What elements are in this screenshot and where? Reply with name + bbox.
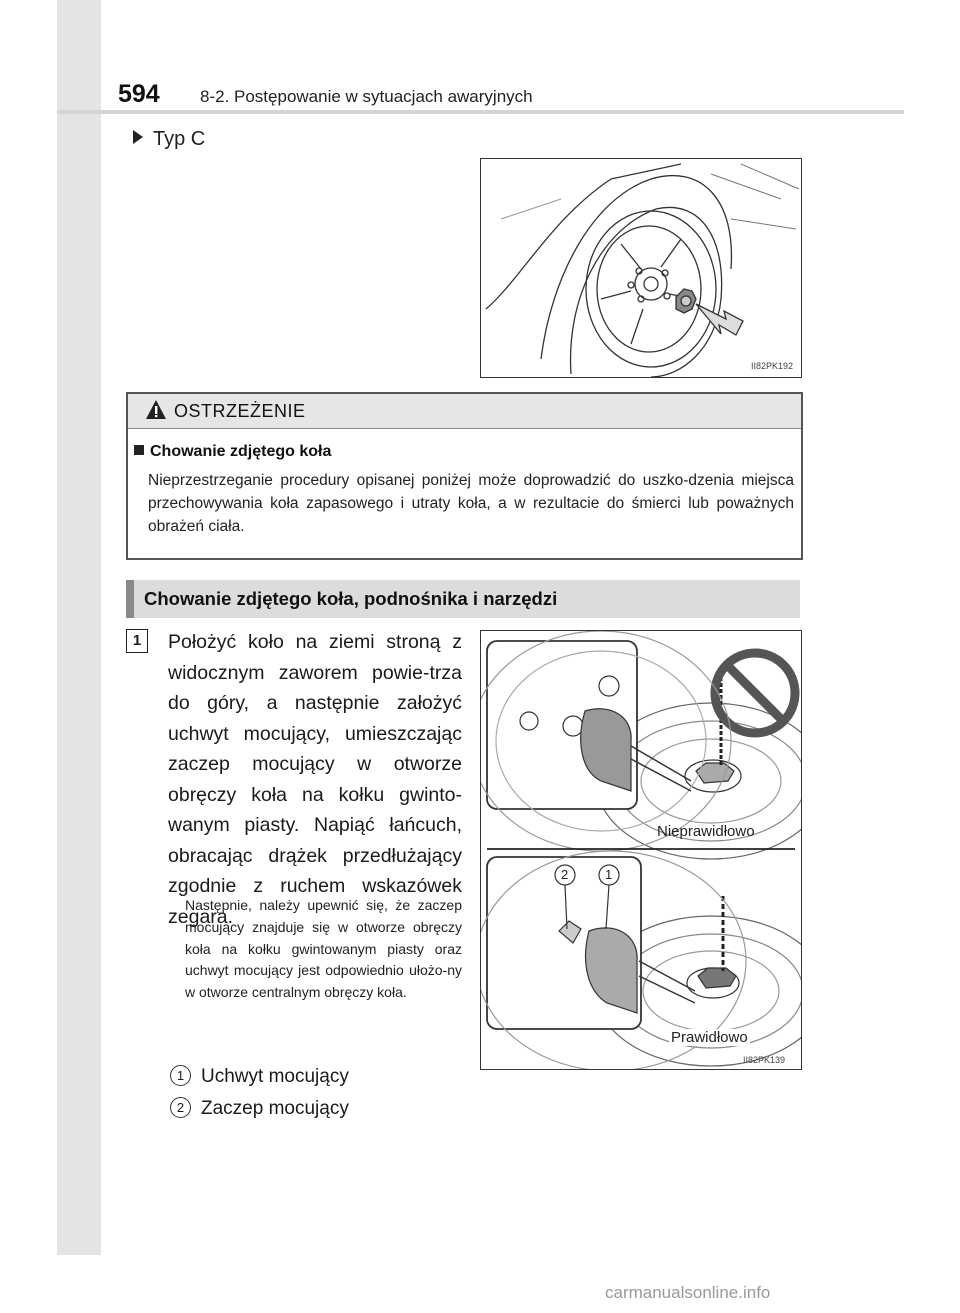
step-note: Następnie, należy upewnić się, że zaczep mocujący znajduje się w otworze obręczy koła na kołku gwintowanym piasty oraz uchwyt mocujący jest odpowiednio ułożo-ny w otworze centralnym obręczy koła. <box>185 897 462 1001</box>
label-incorrect: Nieprawidłowo <box>657 823 755 840</box>
warning-triangle-icon <box>145 399 167 421</box>
warning-subheading-text: Chowanie zdjętego koła <box>150 443 332 460</box>
warning-text: Nieprzestrzeganie procedury opisanej poniżej może doprowadzić do uszko-dzenia miejsca przechowywania koła zapasowego i utraty koła, a w rezultacie do śmierci lub poważnych obrażeń ciała. <box>148 472 794 535</box>
warning-header <box>128 394 801 429</box>
step-text: Położyć koło na ziemi stroną z widocznym zaworem powie-trza do góry, a następnie założyć uchwyt mocujący, umieszczając zaczep mocujący w otworze obręczy koła na kołku gwinto-wanym piasty. Napiąć łańcuch, obracając drążek przedłużający zgodnie z ruchem wskazówek zegara. <box>168 631 462 928</box>
legend-item <box>170 1065 349 1088</box>
header-rule <box>57 110 904 114</box>
page-number: 594 <box>118 80 160 108</box>
side-band <box>57 0 101 1255</box>
callout-1: 1 <box>605 867 613 882</box>
legend-number: 1 <box>170 1065 191 1086</box>
mounting-illustration <box>481 631 801 1069</box>
wheel-illustration <box>481 159 801 377</box>
figure-code: II82PK192 <box>751 361 794 371</box>
type-label <box>133 128 205 151</box>
watermark: carmanualsonline.info <box>605 1283 771 1302</box>
step-number: 1 <box>126 629 148 653</box>
triangle-bullet-icon <box>133 130 143 144</box>
warning-title: OSTRZEŻENIE <box>174 401 306 421</box>
square-bullet-icon <box>134 445 144 455</box>
warning-subheading <box>134 443 331 461</box>
chapter-title: 8-2. Postępowanie w sytuacjach awaryjnych <box>200 87 533 106</box>
figure-wheel-lock <box>480 158 802 378</box>
label-correct: Prawidłowo <box>671 1029 748 1046</box>
warning-box <box>126 392 803 560</box>
type-label-text: Typ C <box>153 128 206 150</box>
section-accent <box>126 580 134 618</box>
legend-label: Zaczep mocujący <box>201 1098 349 1119</box>
callout-2: 2 <box>561 867 569 882</box>
section-heading <box>126 580 800 618</box>
legend-number: 2 <box>170 1097 191 1118</box>
legend-label: Uchwyt mocujący <box>201 1066 349 1087</box>
section-title: Chowanie zdjętego koła, podnośnika i narzędzi <box>144 588 558 609</box>
figure-code: II82PK139 <box>743 1055 786 1065</box>
figure-spare-mounting <box>480 630 802 1070</box>
legend-item <box>170 1097 349 1120</box>
